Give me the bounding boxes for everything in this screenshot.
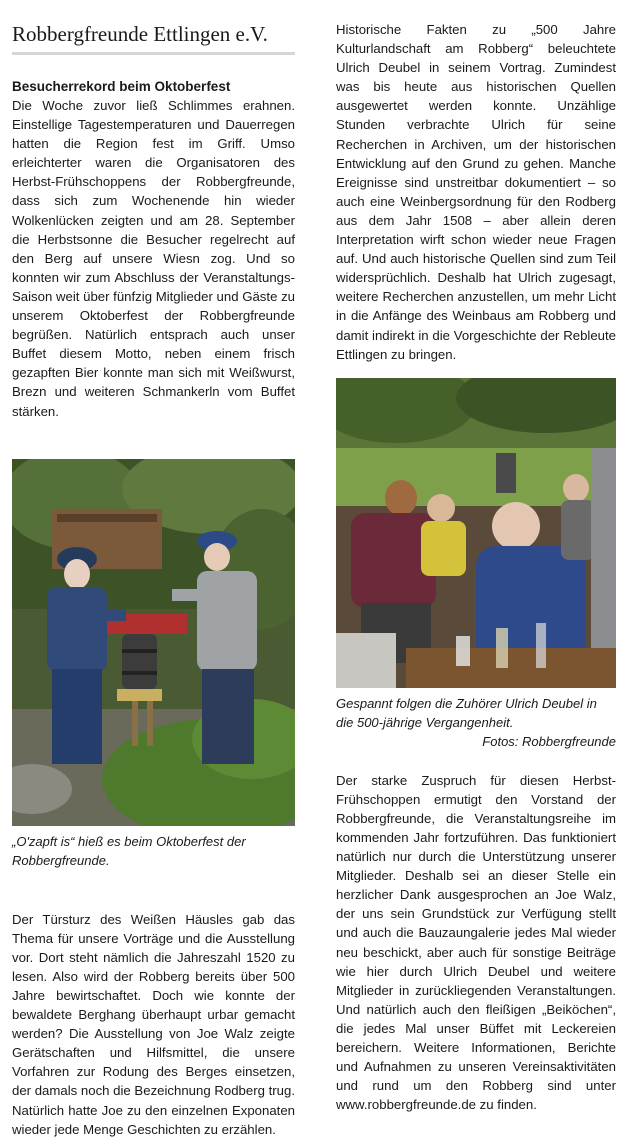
photo-credit: Fotos: Robbergfreunde — [482, 733, 616, 749]
left-column — [12, 0, 295, 1139]
article-paragraph-4: Der starke Zuspruch für diesen Herbst-Frühschoppen ermutigt den Vorstand der Robbergfreunde, die Veranstaltungsreihe im kommenden Jahr fortzuführen. Das funktioniert natürlich nur durch die Unterstützung unserer Mitglieder. Deshalb sei an dieser Stelle ein herzlicher Dank ausgesprochen an Joe Walz, der uns sein Grundstück zur Verfügung stellt und auch die Bauzaungalerie jedes Mal wieder neu beschickt, aber auch für sonstige Beiträge wie hier durch Ulrich Deubel und weitere Mitglieder in zurückliegenden Veranstaltungen. Und natürlich auch den fleißigen „Beiköchen“, die jedes Mal unser Büffet mit Leckereien bereichern. Weitere Informationen, Berichte und Aufnahmen zu unseren Vereinsaktivitäten und rund um den Robberg sind unter www.robbergfreunde.de zu finden. — [336, 772, 616, 1113]
right-column — [336, 0, 616, 1114]
article-headline: Besucherrekord beim Oktoberfest — [12, 79, 231, 94]
article-paragraph-2: Der Türsturz des Weißen Häusles gab das Thema für unsere Vorträge und die Ausstellung vor. Dort steht nämlich die Jahreszahl 1520 zu lesen. Also wird der Robberg bereits über 500 Jahre bewirtschaftet. Doch wie konnte der bewaldete Berghang überhaupt urbar gemacht werden? Die Ausstellung von Joe Walz zeigte Gerätschaften und Hilfsmittel, die unsere Vorfahren zur Rodung des Berges einsetzen, der damals noch die Bezeichnung Rodberg trug. Natürlich hatte Joe zu den einzelnen Exponaten wieder jede Menge Geschichten zu erzählen. — [12, 911, 295, 1137]
photo-2-caption: Gespannt folgen die Zuhörer Ulrich Deubel in die 500-jährige Vergangenheit. — [336, 695, 597, 730]
article-paragraph-3: Historische Fakten zu „500 Jahre Kulturlandschaft am Robberg“ beleuchtete Ulrich Deubel in seinem Vortrag. Zumindest was bis heute aus historischen Quellen ausgewertet werden konnte. Unzählige Stunden verbrachte Ulrich für seine Recherchen in Archiven, um der historischen Entwicklung auf den Grund zu gehen. Manche Ereignisse sind unstreitbar dokumentiert – so auch eine Weinbergsordnung für den Rodberg aus dem Jahr 1508 – aber allein deren Interpretation wirft schon wieder neue Fragen auf. Und auch historische Quellen sind zum Teil widersprüchlich. Deshalb hat Ulrich zugesagt, weitere Recherchen anzustellen, um mehr Licht in die Anfänge des Weinbaus am Robberg und damit indirekt in die Vorgeschichte der Rebleute Ettlingen zu bringen. — [336, 22, 616, 362]
photo-1-caption: „O'zapft is“ hieß es beim Oktoberfest der Robbergfreunde. — [12, 833, 246, 868]
photo-tapping-keg — [12, 459, 295, 826]
article-paragraph-1: Die Woche zuvor ließ Schlimmes erahnen. Einstellige Tagestemperaturen und Dauerregen hatten die Region fest im Griff. Umso erleichterter waren die Organisatoren des Herbst-Frühschoppens der Robbergfreunde, dass sich zum Wochenende hin wieder Wolkenlücken zeigten und am 28. September die Herbstsonne die Besucher regelrecht auf den Berg auf unsere Wiesn zog. Und so konnten wir zum Abschluss der Veranstaltungs-Saison weit über fünfzig Mitglieder und Gäste zu unserem Oktoberfest der Robbergfreunde begrüßen. Natürlich entsprach auch unser Buffet diesem Motto, neben einem frisch gezapften Bier konnte man sich mit Weißwurst, Brezn und weiteren Schmankerln vom Buffet stärken. — [12, 98, 295, 419]
masthead: Robbergfreunde Ettlingen e.V. — [12, 22, 295, 55]
photo-audience — [336, 378, 616, 688]
